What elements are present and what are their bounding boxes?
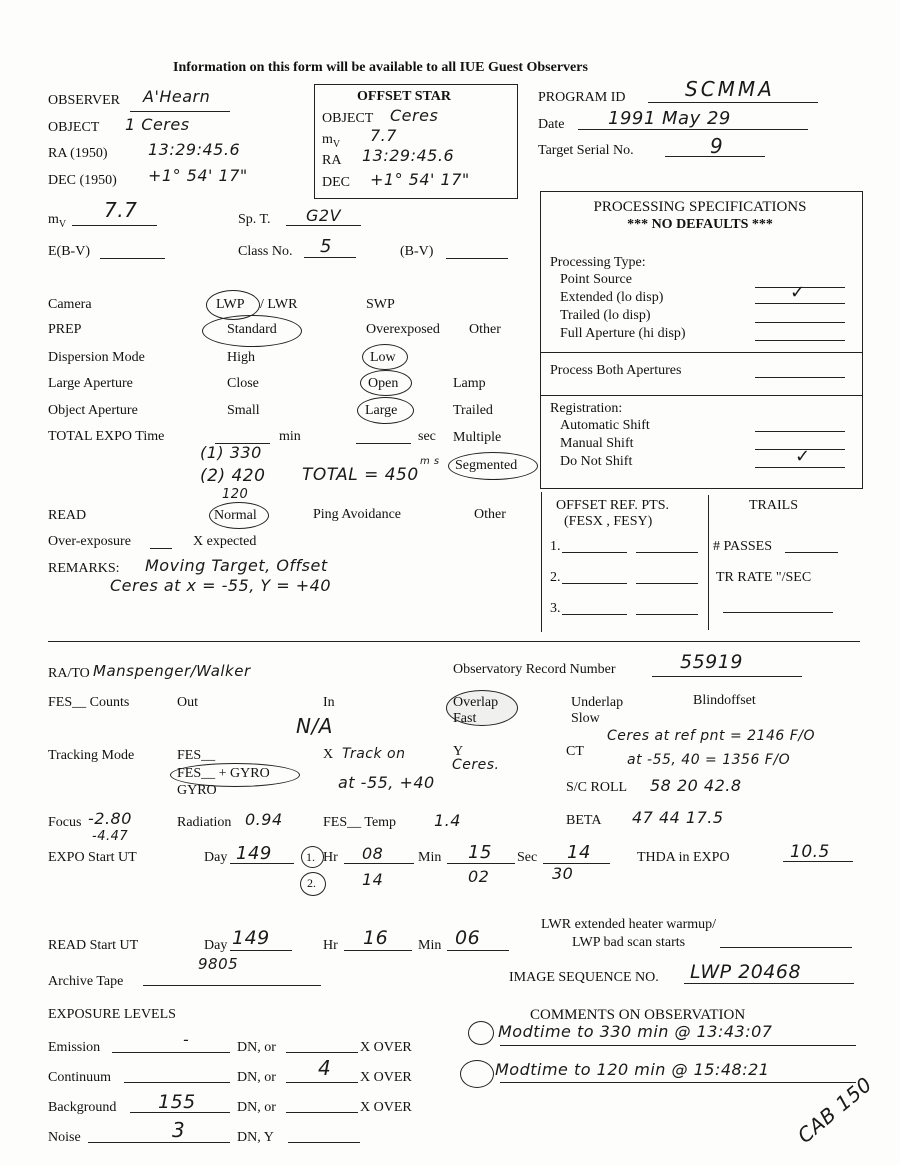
aperture-large[interactable]: Large (365, 403, 398, 418)
tracking-x: X (323, 747, 334, 762)
fes-counts-label: FES__ Counts (48, 695, 130, 710)
background-x-over: X OVER (360, 1100, 412, 1115)
continuum-dn-or: DN, or (237, 1070, 276, 1085)
tracking-ceres: Ceres. (452, 757, 500, 773)
comment-circle-2 (460, 1060, 494, 1088)
continuum-value: 4 (318, 1056, 332, 1080)
expo-min-label: Min (418, 850, 442, 865)
offset-ref-3: 3. (550, 601, 561, 616)
sptype-label: Sp. T. (238, 212, 271, 227)
camera-swp[interactable]: SWP (366, 297, 395, 312)
expo-min: min (279, 429, 301, 444)
full-aperture[interactable]: Full Aperture (hi disp) (560, 326, 686, 341)
archive-tape-value: 9805 (198, 955, 239, 973)
read-day-value: 149 (232, 927, 270, 949)
continuum-x-over: X OVER (360, 1070, 412, 1085)
read-other[interactable]: Other (474, 507, 506, 522)
fes-overlap[interactable]: Overlap (453, 695, 499, 710)
beta-label: BETA (566, 813, 602, 828)
aperture-lamp[interactable]: Lamp (453, 376, 486, 391)
trails-rate: TR RATE "/SEC (716, 570, 812, 585)
lwr-heater-line1: LWR extended heater warmup/ (541, 917, 717, 932)
registration-label: Registration: (550, 401, 623, 416)
expo-sec: sec (418, 429, 436, 444)
read-label: READ (48, 508, 87, 523)
read-start-label: READ Start UT (48, 938, 139, 953)
object-aperture-label: Object Aperture (48, 403, 138, 418)
processing-nodefaults: *** NO DEFAULTS *** (627, 217, 773, 232)
observer-value: A'Hearn (143, 87, 211, 106)
focus-v1: -2.80 (88, 809, 132, 828)
offset-ref-2: 2. (550, 570, 561, 585)
expo-start-label: EXPO Start UT (48, 850, 137, 865)
focus-v2: -4.47 (92, 829, 129, 844)
fes-out: Out (177, 695, 198, 710)
dispersion-label: Dispersion Mode (48, 350, 145, 365)
fes-blindoffset[interactable]: Blindoffset (693, 693, 756, 708)
aperture-close[interactable]: Close (227, 376, 259, 391)
target-serial-value: 9 (710, 134, 724, 158)
rato-value: Manspenger/Walker (93, 662, 251, 680)
remarks-label: REMARKS: (48, 561, 120, 576)
aperture-small[interactable]: Small (227, 403, 260, 418)
expo-ms: m s (420, 456, 440, 467)
camera-label: Camera (48, 297, 92, 312)
sc-roll-label: S/C ROLL (566, 780, 628, 795)
prep-overexposed[interactable]: Overexposed (366, 322, 440, 337)
noise-dn-y: DN, Y (237, 1130, 274, 1145)
expo-c2: 2. (307, 876, 316, 890)
object-value: 1 Ceres (125, 115, 190, 134)
date-label: Date (538, 117, 565, 132)
read-hr-label: Hr (323, 938, 338, 953)
fes-temp-label: FES__ Temp (323, 815, 397, 830)
overexposure-label: Over-exposure (48, 534, 131, 549)
background-label: Background (48, 1100, 117, 1115)
fes-temp-value: 1.4 (434, 811, 461, 830)
image-seq-label: IMAGE SEQUENCE NO. (509, 970, 659, 985)
focus-label: Focus (48, 815, 82, 830)
beta-value: 47 44 17.5 (632, 808, 724, 827)
dispersion-low[interactable]: Low (370, 350, 396, 365)
remarks-line2: Ceres at x = -55, Y = +40 (110, 576, 331, 595)
image-seq-value: LWP 20468 (690, 961, 802, 983)
expo-day-value: 149 (236, 843, 272, 864)
expo-segmented[interactable]: Segmented (455, 458, 518, 473)
read-normal[interactable]: Normal (214, 508, 257, 523)
ebv-label: E(B-V) (48, 244, 90, 259)
offset-ref-1: 1. (550, 539, 561, 554)
automatic-shift[interactable]: Automatic Shift (560, 418, 650, 433)
archive-tape-label: Archive Tape (48, 974, 124, 989)
overexposure-x: X expected (193, 534, 257, 549)
trailed-proc[interactable]: Trailed (lo disp) (560, 308, 651, 323)
bv-label: (B-V) (400, 244, 434, 259)
classno-value: 5 (320, 236, 332, 257)
expo-total: TOTAL = 450 (302, 465, 419, 485)
expo-hr2: 14 (362, 870, 384, 889)
expo-h1: (1) 330 (200, 443, 262, 462)
fes-in: In (323, 695, 335, 710)
classno-label: Class No. (238, 244, 293, 259)
emission-dn-or: DN, or (237, 1040, 276, 1055)
emission-value: - (183, 1030, 190, 1049)
radiation-label: Radiation (177, 815, 232, 830)
ct-label: CT (566, 744, 584, 759)
remarks-line1: Moving Target, Offset (145, 556, 328, 575)
aperture-trailed[interactable]: Trailed (453, 403, 493, 418)
exposure-levels-label: EXPOSURE LEVELS (48, 1007, 176, 1022)
noise-value: 3 (172, 1118, 186, 1142)
prep-other[interactable]: Other (469, 322, 501, 337)
thda-value: 10.5 (790, 842, 830, 862)
extended[interactable]: Extended (lo disp) (560, 290, 664, 305)
emission-x-over: X OVER (360, 1040, 412, 1055)
form-header: Information on this form will be available to all IUE Guest Observers (173, 60, 588, 75)
program-id-value: SCMMA (685, 77, 775, 101)
ra-label: RA (1950) (48, 146, 108, 161)
noshift-check-mark: ✓ (795, 446, 811, 467)
tracking-fes-gyro[interactable]: FES__ + GYRO (177, 766, 270, 781)
obs-record-label: Observatory Record Number (453, 662, 616, 677)
offset-mv-label: $m_V$ (322, 132, 341, 150)
expo-h3: 120 (222, 487, 249, 502)
emission-label: Emission (48, 1040, 101, 1055)
sc-roll-value: 58 20 42.8 (650, 776, 742, 795)
ra-value: 13:29:45.6 (148, 140, 241, 159)
dec-value: +1° 54' 17" (148, 166, 248, 185)
expo-sec-label: Sec (517, 850, 538, 865)
rato-label: RA/TO (48, 666, 90, 681)
read-ping[interactable]: Ping Avoidance (313, 507, 402, 522)
expo-h2: (2) 420 (200, 466, 266, 486)
manual-shift[interactable]: Manual Shift (560, 436, 634, 451)
tracking-label: Tracking Mode (48, 748, 135, 763)
comment-2: Modtime to 120 min @ 15:48:21 (495, 1060, 770, 1079)
mv-value: 7.7 (104, 198, 138, 222)
ct-line2: at -55, 40 = 1356 F/O (627, 752, 791, 768)
obs-record-value: 55919 (680, 651, 743, 673)
process-both[interactable]: Process Both Apertures (550, 363, 682, 378)
comment-circle-1 (468, 1021, 494, 1045)
dispersion-high[interactable]: High (227, 350, 255, 365)
comment-1: Modtime to 330 min @ 13:43:07 (498, 1022, 773, 1041)
object-label: OBJECT (48, 120, 100, 135)
comments-title: COMMENTS ON OBSERVATION (530, 1007, 746, 1023)
offset-dec-value: +1° 54' 17" (370, 170, 470, 189)
date-value: 1991 May 29 (608, 108, 731, 129)
lwr-heater-line2: LWP bad scan starts (572, 935, 686, 950)
point-source[interactable]: Point Source (560, 272, 632, 287)
processing-title: PROCESSING SPECIFICATIONS (593, 199, 807, 215)
observer-label: OBSERVER (48, 93, 121, 108)
offset-ra-label: RA (322, 153, 342, 168)
program-id-label: PROGRAM ID (538, 90, 626, 105)
tracking-gyro[interactable]: GYRO (177, 783, 217, 798)
tracking-fes1[interactable]: FES__ (177, 748, 216, 763)
offset-ref-title: OFFSET REF. PTS. (556, 498, 669, 513)
read-min-value: 06 (455, 927, 481, 949)
target-serial-label: Target Serial No. (538, 143, 634, 158)
prep-standard[interactable]: Standard (227, 322, 277, 337)
offset-ra-value: 13:29:45.6 (362, 146, 455, 165)
read-day-label: Day (204, 938, 228, 953)
fes-na: N/A (296, 714, 333, 738)
expo-sec2: 30 (552, 864, 574, 883)
trails-passes: # PASSES (713, 539, 773, 554)
processing-type-label: Processing Type: (550, 255, 646, 270)
offset-object-label: OBJECT (322, 111, 374, 126)
read-min-label: Min (418, 938, 442, 953)
dec-label: DEC (1950) (48, 173, 117, 188)
sptype-value: G2V (306, 206, 342, 225)
noise-label: Noise (48, 1130, 81, 1145)
trails-title: TRAILS (749, 498, 798, 513)
tracking-track: Track on (342, 746, 406, 762)
continuum-label: Continuum (48, 1070, 112, 1085)
camera-lwp[interactable]: LWP (216, 297, 245, 312)
expo-min2: 02 (468, 867, 490, 886)
tracking-at: at -55, +40 (338, 773, 435, 792)
background-dn-or: DN, or (237, 1100, 276, 1115)
extended-check-mark: ✓ (790, 282, 806, 303)
offset-mv-value: 7.7 (370, 126, 397, 145)
expo-min1: 15 (468, 842, 492, 863)
aperture-open[interactable]: Open (368, 376, 399, 391)
prep-label: PREP (48, 322, 82, 337)
initials-signature: CAB 150 (792, 1072, 877, 1148)
mv-label: $m_V$ (48, 212, 67, 230)
background-value: 155 (158, 1091, 196, 1113)
fes-slow[interactable]: Slow (571, 711, 600, 726)
large-aperture-label: Large Aperture (48, 376, 133, 391)
camera-lwr[interactable]: / LWR (260, 297, 298, 312)
offset-star-title: OFFSET STAR (357, 89, 452, 104)
do-not-shift[interactable]: Do Not Shift (560, 454, 633, 469)
expo-multiple[interactable]: Multiple (453, 430, 502, 445)
total-expo-label: TOTAL EXPO Time (48, 429, 165, 444)
expo-hr-label: Hr (323, 850, 338, 865)
thda-label: THDA in EXPO (637, 850, 730, 865)
expo-day-label: Day (204, 850, 228, 865)
fes-underlap[interactable]: Underlap (571, 695, 624, 710)
radiation-value: 0.94 (245, 810, 283, 829)
expo-hr1: 08 (362, 844, 384, 863)
ct-line1: Ceres at ref pnt = 2146 F/O (607, 728, 816, 744)
read-hr-value: 16 (363, 927, 389, 949)
tracking-y: Y (453, 744, 464, 759)
expo-sec1: 14 (567, 842, 591, 863)
offset-object-value: Ceres (390, 106, 439, 125)
offset-dec-label: DEC (322, 175, 350, 190)
offset-ref-subtitle: (FESX , FESY) (564, 514, 653, 529)
fes-fast[interactable]: Fast (453, 711, 477, 726)
expo-c1: 1. (306, 850, 315, 864)
